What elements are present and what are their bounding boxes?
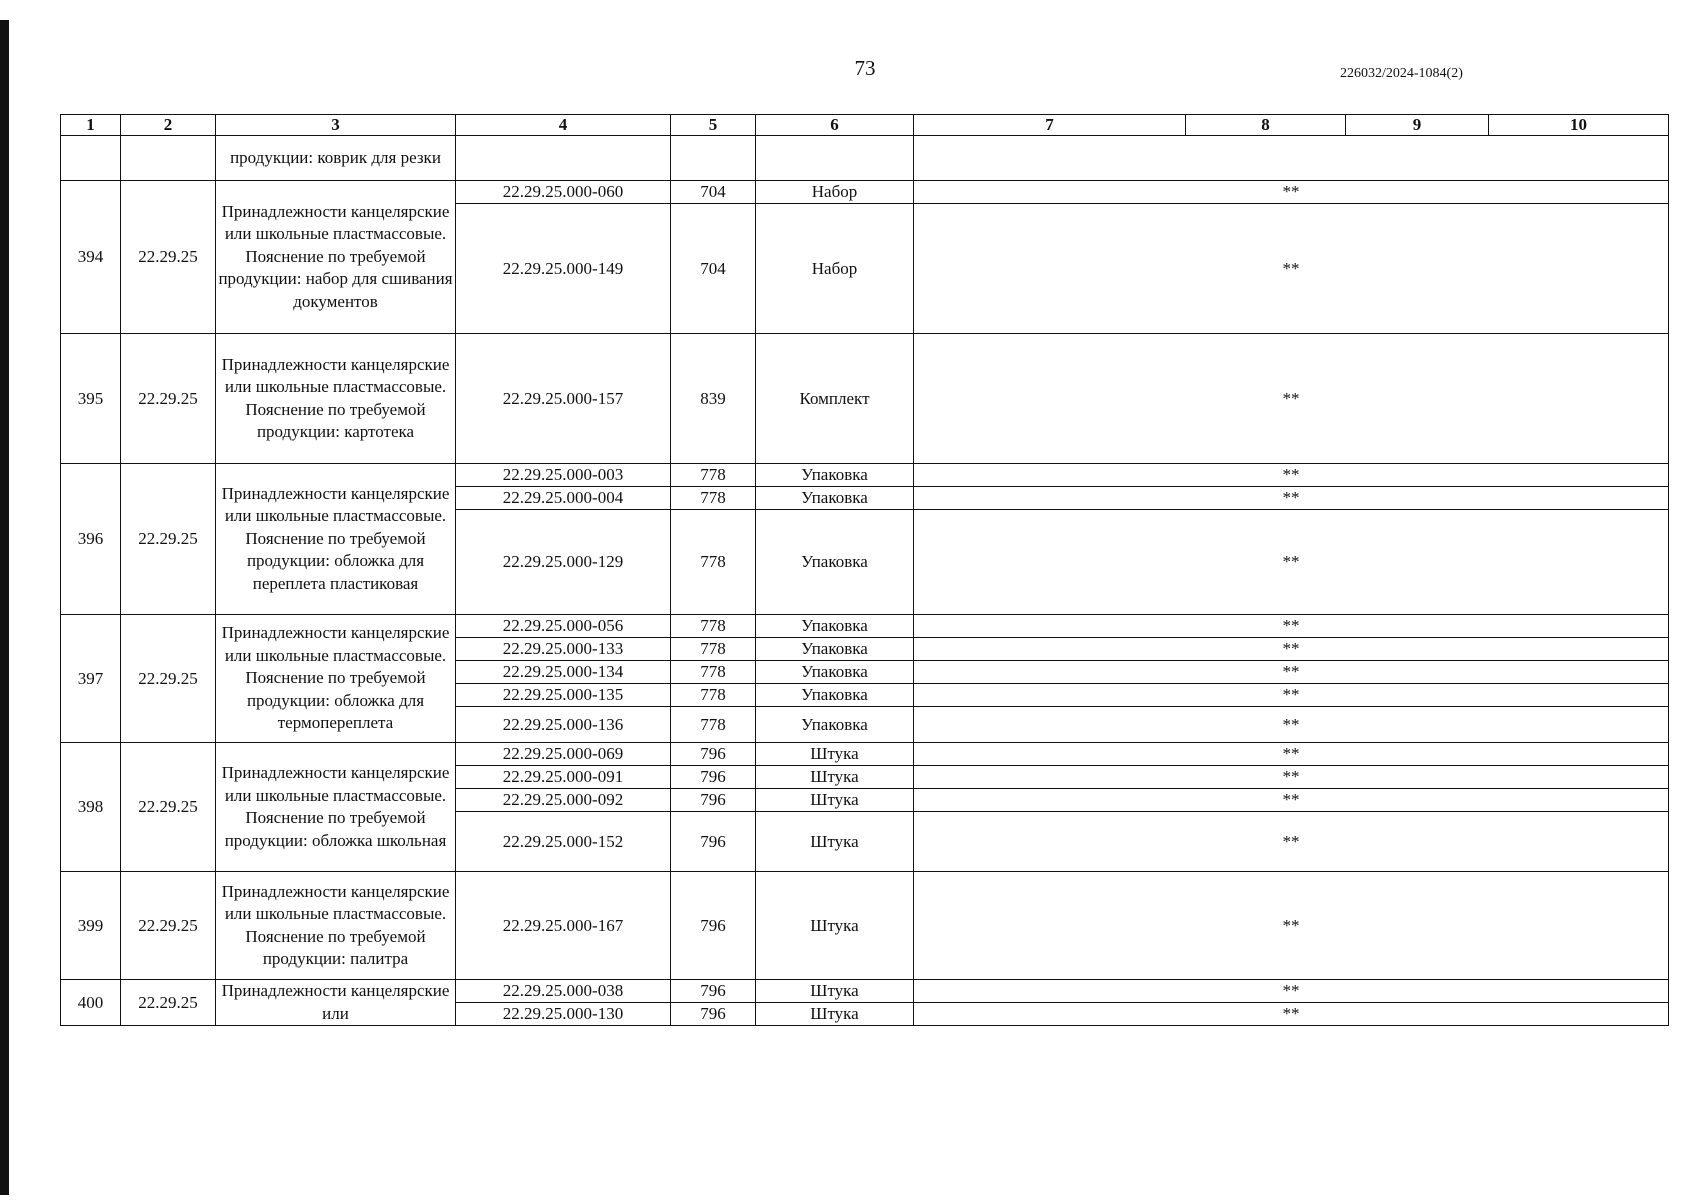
okpd-code: 22.29.25 (121, 743, 216, 872)
ktru-code: 22.29.25.000-135 (456, 684, 671, 707)
mark-cell: ** (914, 743, 1669, 766)
mark-cell: ** (914, 487, 1669, 510)
ktru-code: 22.29.25.000-004 (456, 487, 671, 510)
okpd-code: 22.29.25 (121, 464, 216, 615)
carryover-row (61, 136, 1669, 181)
column-header: 7 (914, 115, 1186, 136)
row-number: 399 (61, 872, 121, 980)
mark-cell: ** (914, 638, 1669, 661)
unit-name: Комплект (756, 334, 914, 464)
carryover-description: продукции: коврик для резки (216, 136, 456, 181)
mark-cell: ** (914, 661, 1669, 684)
specification-table (60, 114, 1669, 1026)
mark-cell: ** (914, 980, 1669, 1003)
unit-name: Штука (756, 789, 914, 812)
unit-name: Упаковка (756, 510, 914, 615)
table-row (61, 872, 1669, 980)
document-reference: 226032/2024-1084(2) (1340, 66, 1463, 81)
mark-cell: ** (914, 615, 1669, 638)
mark-cell: ** (914, 334, 1669, 464)
product-description: Принадлежности канцелярские или школьные пластмассовые. Пояснение по требуемой продукции: обложка для термопереплета (216, 615, 456, 743)
unit-name: Набор (756, 204, 914, 334)
okei-code: 796 (671, 872, 756, 980)
mark-cell: ** (914, 181, 1669, 204)
product-description: Принадлежности канцелярские или школьные пластмассовые. Пояснение по требуемой продукции: набор для сшивания документов (216, 181, 456, 334)
okei-code: 778 (671, 638, 756, 661)
row-number: 395 (61, 334, 121, 464)
column-header: 3 (216, 115, 456, 136)
mark-cell: ** (914, 204, 1669, 334)
product-description: Принадлежности канцелярские или школьные пластмассовые. Пояснение по требуемой продукции: обложка школьная (216, 743, 456, 872)
column-header: 1 (61, 115, 121, 136)
mark-cell: ** (914, 510, 1669, 615)
ktru-code: 22.29.25.000-003 (456, 464, 671, 487)
okei-code: 778 (671, 661, 756, 684)
ktru-code: 22.29.25.000-152 (456, 812, 671, 872)
okei-code: 778 (671, 464, 756, 487)
okei-code: 796 (671, 789, 756, 812)
table-body (61, 136, 1669, 1026)
unit-name: Штука (756, 812, 914, 872)
column-header: 2 (121, 115, 216, 136)
table-row (61, 181, 1669, 204)
okei-code: 796 (671, 743, 756, 766)
unit-name: Упаковка (756, 707, 914, 743)
unit-name: Штука (756, 766, 914, 789)
okei-code: 796 (671, 980, 756, 1003)
column-number-row (61, 115, 1669, 136)
product-description: Принадлежности канцелярские или школьные пластмассовые. Пояснение по требуемой продукции: картотека (216, 334, 456, 464)
column-header: 9 (1346, 115, 1489, 136)
mark-cell: ** (914, 1003, 1669, 1026)
unit-name: Штука (756, 743, 914, 766)
ktru-code: 22.29.25.000-056 (456, 615, 671, 638)
scan-edge (0, 20, 9, 1195)
unit-name: Набор (756, 181, 914, 204)
page-number: 73 (854, 56, 876, 80)
okei-code: 778 (671, 615, 756, 638)
ktru-code: 22.29.25.000-060 (456, 181, 671, 204)
okei-code: 778 (671, 707, 756, 743)
row-number: 397 (61, 615, 121, 743)
okpd-code: 22.29.25 (121, 980, 216, 1026)
okei-code: 704 (671, 181, 756, 204)
row-number: 396 (61, 464, 121, 615)
okpd-code: 22.29.25 (121, 181, 216, 334)
ktru-code: 22.29.25.000-092 (456, 789, 671, 812)
ktru-code: 22.29.25.000-038 (456, 980, 671, 1003)
okei-code: 778 (671, 510, 756, 615)
table-row (61, 743, 1669, 766)
table-row (61, 980, 1669, 1003)
okei-code: 704 (671, 204, 756, 334)
column-header: 5 (671, 115, 756, 136)
ktru-code: 22.29.25.000-069 (456, 743, 671, 766)
table-row (61, 464, 1669, 487)
okpd-code: 22.29.25 (121, 334, 216, 464)
okei-code: 796 (671, 766, 756, 789)
ktru-code: 22.29.25.000-157 (456, 334, 671, 464)
row-number: 398 (61, 743, 121, 872)
unit-name: Упаковка (756, 661, 914, 684)
okei-code: 796 (671, 812, 756, 872)
okei-code: 796 (671, 1003, 756, 1026)
unit-name: Штука (756, 980, 914, 1003)
unit-name: Упаковка (756, 684, 914, 707)
mark-cell: ** (914, 707, 1669, 743)
unit-name: Упаковка (756, 464, 914, 487)
ktru-code: 22.29.25.000-149 (456, 204, 671, 334)
mark-cell: ** (914, 684, 1669, 707)
mark-cell: ** (914, 766, 1669, 789)
mark-cell: ** (914, 872, 1669, 980)
unit-name: Упаковка (756, 615, 914, 638)
unit-name: Штука (756, 872, 914, 980)
product-description: Принадлежности канцелярские или школьные пластмассовые. Пояснение по требуемой продукции: обложка для переплета пластиковая (216, 464, 456, 615)
product-description: Принадлежности канцелярские или школьные пластмассовые. Пояснение по требуемой продукции: палитра (216, 872, 456, 980)
okpd-code: 22.29.25 (121, 872, 216, 980)
ktru-code: 22.29.25.000-136 (456, 707, 671, 743)
mark-cell: ** (914, 812, 1669, 872)
unit-name: Упаковка (756, 638, 914, 661)
ktru-code: 22.29.25.000-130 (456, 1003, 671, 1026)
okei-code: 778 (671, 487, 756, 510)
table-row (61, 334, 1669, 464)
ktru-code: 22.29.25.000-134 (456, 661, 671, 684)
mark-cell: ** (914, 789, 1669, 812)
okpd-code: 22.29.25 (121, 615, 216, 743)
unit-name: Штука (756, 1003, 914, 1026)
product-description: Принадлежности канцелярские или (216, 980, 456, 1026)
column-header: 4 (456, 115, 671, 136)
column-header: 10 (1489, 115, 1669, 136)
column-header: 8 (1186, 115, 1346, 136)
okei-code: 839 (671, 334, 756, 464)
ktru-code: 22.29.25.000-129 (456, 510, 671, 615)
unit-name: Упаковка (756, 487, 914, 510)
column-header: 6 (756, 115, 914, 136)
ktru-code: 22.29.25.000-091 (456, 766, 671, 789)
okei-code: 778 (671, 684, 756, 707)
mark-cell: ** (914, 464, 1669, 487)
table-row (61, 615, 1669, 638)
ktru-code: 22.29.25.000-167 (456, 872, 671, 980)
ktru-code: 22.29.25.000-133 (456, 638, 671, 661)
row-number: 400 (61, 980, 121, 1026)
row-number: 394 (61, 181, 121, 334)
